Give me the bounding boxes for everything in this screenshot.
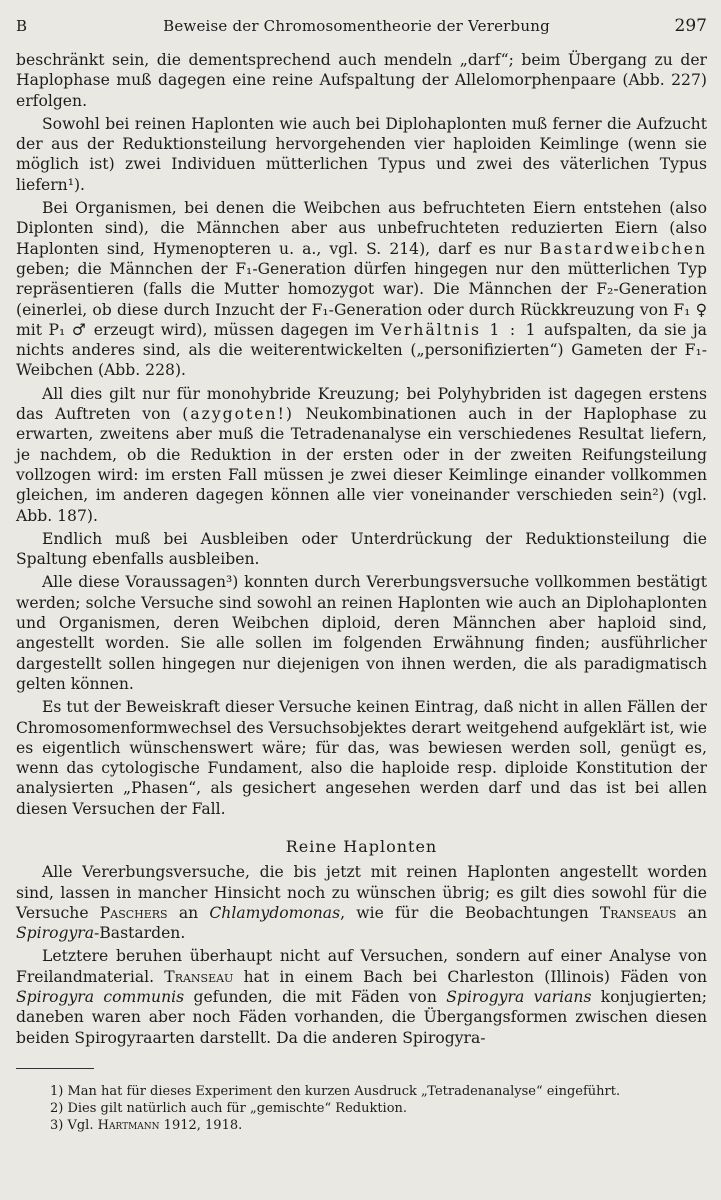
- text-run: an: [676, 903, 707, 922]
- section-letter: B: [16, 17, 28, 35]
- footnotes: [16, 1083, 707, 1134]
- section-heading: Reine Haplonten: [285, 836, 438, 856]
- paragraph: beschränkt sein, die dementsprechend auch mendeln „darf“; beim Übergang zu der Haplophase muß dagegen eine reine Aufspaltung der Allelomorphenpaare (Abb. 227) erfolgen.: [16, 51, 707, 110]
- footnote: [50, 1117, 707, 1134]
- text-run: aufspalten, da sie ja nichts anderes sind, als die weiterentwickelten („personifizierten“) Gameten der F₁-Weibchen (Abb. 228).: [16, 320, 707, 380]
- text-run: an: [167, 903, 210, 922]
- emphasis-spaced: (azygoten!): [182, 405, 294, 424]
- paragraph: [16, 862, 707, 943]
- paragraph: [16, 198, 707, 381]
- text-run: 3) Vgl.: [50, 1117, 98, 1133]
- page-number: 297: [674, 16, 707, 36]
- body-text: [16, 50, 707, 1048]
- paragraph: Endlich muß bei Ausbleiben oder Unterdrückung der Reduktionsteilung die Spaltung ebenfalls ausbleiben.: [16, 529, 707, 569]
- text-run: 1912, 1918.: [159, 1117, 243, 1133]
- footnote: 1) Man hat für dieses Experiment den kurzen Ausdruck „Tetradenanalyse“ eingeführt.: [50, 1083, 621, 1099]
- text-run: Letztere beruhen überhaupt nicht auf Versuchen, sondern auf einer Analyse von Freilandmaterial.: [16, 947, 707, 986]
- footnote: 2) Dies gilt natürlich auch für „gemischte“ Reduktion.: [50, 1100, 408, 1116]
- emphasis-spaced: Bastardweibchen: [539, 239, 707, 258]
- text-run: geben; die Männchen der F₁-Generation dürfen hingegen nur den mütterlichen Typ repräsentieren (falls die Mutter homozygot war). Die Männchen der F₂-Generation (einerlei, ob diese durch Inzucht der F₁-Generation oder durch Rückkreuzung von F₁ ♀ mit P₁ ♂ erzeugt wird), müssen dagegen im: [16, 259, 707, 339]
- emphasis-spaced: Verhältnis 1 : 1: [380, 320, 538, 339]
- text-run: Neukombinationen auch in der Haplophase zu erwarten, zweitens aber muß die Tetradenanalyse ein verschiedenes Resultat liefern, je nachdem, ob die Reduktion in der ersten oder in der zweiten Reifungsteilung vollzogen wird: im ersten Fall müssen je zwei dieser Keimlinge einander vollkommen gleichen, im anderen dagegen können alle vier voneinander verschieden sein²) (vgl. Abb. 187).: [16, 405, 707, 525]
- text-run: konjugierten; daneben waren aber noch Fäden vorhanden, die Übergangsformen zwischen diesen beiden Spirogyraarten darstellt. Da die anderen Spirogyra-: [16, 988, 708, 1047]
- paragraph: Es tut der Beweiskraft dieser Versuche keinen Eintrag, daß nicht in allen Fällen der Chromosomenformwechsel des Versuchsobjektes derart weitgehend aufgeklärt ist, wie es eigentlich wünschenswert wäre; für das, was bewiesen werden soll, genügt es, wenn das cytologische Fundament, also die haploide resp. diploide Konstitution der analysierten „Phasen“, als gesichert angesehen werden darf und das ist bei allen diesen Versuchen der Fall.: [16, 698, 707, 818]
- footnote-rule: [16, 1068, 94, 1069]
- paragraph: Alle diese Voraussagen³) konnten durch Vererbungsversuche vollkommen bestätigt werden; solche Versuche sind sowohl an reinen Haplonten wie auch an Diplohaplonten und Organismen, deren Weibchen diploid, deren Männchen aber haploid sind, angestellt worden. Sie alle sollen im folgenden Erwähnung finden; ausführlicher dargestellt sollen hingegen nur diejenigen von ihnen werden, die als paradigmatisch gelten können.: [16, 573, 707, 693]
- author-name: Transeau: [164, 967, 234, 986]
- running-header: [16, 16, 707, 44]
- author-name: Transeaus: [599, 903, 677, 922]
- paragraph: Sowohl bei reinen Haplonten wie auch bei Diplohaplonten muß ferner die Aufzucht der aus der Reduktionsteilung hervorgehenden vier haploiden Keimlinge (wenn sie möglich ist) zwei Individuen mütterlichen Typus und zwei des väterlichen Typus liefern¹).: [16, 114, 707, 194]
- species-name: Spirogyra communis: [16, 988, 185, 1007]
- paragraph: [16, 384, 707, 526]
- text-run: Alle Vererbungsversuche, die bis jetzt mit reinen Haplonten angestellt worden sind, lassen in mancher Hinsicht noch zu wünschen übrig; es gilt dies sowohl für die Versuche: [16, 863, 707, 922]
- genus-name: Chlamydomonas: [209, 903, 341, 922]
- text-run: hat in einem Bach bei Charleston (Illinois) Fäden von: [233, 967, 707, 986]
- text-run: -Bastarden.: [94, 924, 186, 943]
- genus-name: Spirogyra: [16, 924, 95, 943]
- species-name: Spirogyra varians: [446, 988, 592, 1007]
- text-run: All dies gilt nur für monohybride Kreuzung; bei Polyhybriden ist dagegen erstens das Auftreten von: [16, 384, 707, 424]
- running-title: Beweise der Chromosomentheorie der Vererbung: [163, 17, 550, 35]
- text-run: gefunden, die mit Fäden von: [184, 988, 447, 1007]
- text-run: , wie für die Beobachtungen: [340, 903, 600, 922]
- paragraph: [16, 946, 707, 1047]
- author-name: Hartmann: [97, 1117, 160, 1133]
- text-run: Bei Organismen, bei denen die Weibchen aus befruchteten Eiern entstehen (also Diplonten sind), die Männchen aber aus unbefruchteten reduzierten Eiern (also Haplonten sind, Hymenopteren u. a., vgl. S. 214), darf es nur: [16, 199, 707, 258]
- author-name: Paschers: [99, 903, 168, 922]
